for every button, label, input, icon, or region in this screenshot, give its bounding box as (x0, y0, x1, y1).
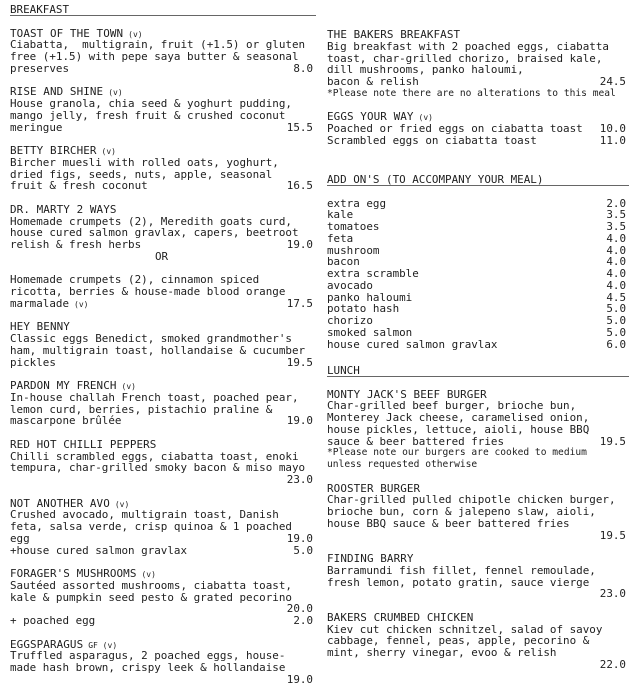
section-header: BREAKFAST (10, 4, 316, 16)
item-name: EGGS YOUR WAY (327, 110, 414, 124)
item-note (327, 447, 626, 459)
item-name: FINDING BARRY (327, 552, 414, 565)
item-price: 11.0 (599, 133, 626, 147)
line-text: Sautéed assorted mushrooms, ciabatta toast, (10, 578, 292, 592)
item-name: MONTY JACK'S BEEF BURGER (327, 387, 487, 401)
line-text: Truffled asparagus, 2 poached eggs, house- (10, 649, 286, 663)
menu-item (327, 198, 626, 351)
item-description-line (10, 415, 313, 427)
line-text: house pickles, lettuce, aioli, house BBQ (327, 422, 590, 436)
item-name: NOT ANOTHER AVO (10, 496, 110, 510)
line-text: *Please note there are no alterations to this meal (327, 87, 616, 99)
menu-item (10, 380, 313, 427)
item-name: BETTY BIRCHER (10, 144, 97, 157)
item-price: 23.0 (286, 473, 313, 486)
line-text: fruit & fresh coconut (10, 179, 148, 193)
item-description-line (327, 245, 626, 257)
line-text: Big breakfast with 2 poached eggs, ciabatta (327, 39, 609, 53)
line-text: kale & pumpkin seed pesto & grated pecorino (10, 590, 292, 604)
item-description-line (327, 588, 626, 600)
item-name: EGGSPARAGUS (10, 637, 84, 651)
item-price: 4.0 (606, 267, 626, 280)
breakfast-section-continued (327, 29, 626, 158)
item-description-line (10, 462, 313, 474)
menu-item (10, 204, 313, 310)
item-description-line (10, 521, 313, 533)
dietary-tag: (v) (128, 29, 143, 39)
item-note (327, 88, 626, 100)
line-text: Barramundi fish fillet, fennel remoulade, (327, 563, 596, 577)
menu-item (327, 553, 626, 600)
line-text: made hash brown, crispy leek & hollandaise (10, 661, 286, 674)
item-name: THE BAKERS BREAKFAST (327, 28, 461, 41)
item-description-line (10, 474, 313, 486)
menu-item (10, 568, 313, 627)
line-text: panko haloumi (327, 290, 413, 304)
item-price: 4.0 (606, 278, 626, 292)
item-description-line (327, 577, 626, 589)
item-name: RISE AND SHINE (10, 85, 104, 99)
item-price: 15.5 (286, 120, 313, 134)
line-text: toast, char-grilled chorizo, braised kale, (327, 51, 603, 65)
item-description-line (327, 518, 626, 530)
line-text: + poached egg (10, 614, 96, 627)
menu-item (10, 28, 313, 75)
item-price: 4.0 (606, 243, 626, 257)
item-description-line (327, 221, 626, 233)
item-price: 8.0 (293, 61, 313, 75)
line-text: dried figs, seeds, nuts, apple, seasonal (10, 167, 273, 181)
menu-item (327, 29, 626, 100)
item-price: 16.5 (286, 179, 313, 193)
line-text: Chilli scrambled eggs, ciabatta toast, enoki (10, 449, 299, 463)
item-name: ROOSTER BURGER (327, 481, 421, 495)
item-price: 5.0 (606, 325, 626, 339)
line-text: free (+1.5) with pepe saya butter & seasonal (10, 50, 299, 63)
item-name: RED HOT CHILLI PEPPERS (10, 437, 157, 451)
line-text: chorizo (327, 314, 373, 327)
line-text: Crushed avocado, multigrain toast, Danish (10, 508, 279, 522)
dietary-tag: (v) (101, 147, 116, 156)
menu-item (10, 639, 313, 686)
dietary-tag: GF (v) (88, 640, 118, 650)
item-description-line (10, 615, 313, 627)
menu-item (10, 145, 313, 192)
line-text: ricotta, berries & house-made blood orange (10, 285, 286, 298)
menu-item (10, 439, 313, 486)
item-description-line (327, 198, 626, 210)
item-description-line (10, 251, 313, 263)
line-text: egg (10, 531, 30, 545)
item-price: 10.0 (599, 122, 626, 135)
line-text: Homemade crumpets (2), cinnamon spiced (10, 273, 260, 287)
item-description-line (10, 592, 313, 604)
item-price: 2.0 (606, 196, 626, 210)
item-name: BAKERS CRUMBED CHICKEN (327, 610, 474, 624)
item-description-line (10, 674, 313, 686)
section-header: ADD ON'S (TO ACCOMPANY YOUR MEAL) (327, 174, 629, 186)
line-text: Ciabatta, multigrain, fruit (+1.5) or gluten (10, 38, 306, 52)
line-text: lemon curd, berries, pistachio praline & (10, 402, 273, 416)
line-text: kale (327, 208, 354, 222)
item-price: 22.0 (599, 657, 626, 671)
breakfast-section (10, 4, 313, 697)
item-name: TOAST OF THE TOWN (10, 26, 124, 40)
line-text: avocado (327, 278, 373, 292)
line-text: dill mushrooms, panko haloumi, (327, 63, 524, 77)
line-text: mascarpone brûlée (10, 414, 122, 428)
add-ons-section (327, 174, 626, 362)
line-text: ham, multigrain toast, hollandaise & cucumber (10, 343, 306, 357)
line-text: mango jelly, fresh fruit & crushed coconut (10, 108, 286, 122)
lunch-section (327, 365, 626, 682)
dietary-tag: (v) (418, 113, 433, 123)
line-text: Homemade crumpets (2), Meredith goats curd, (10, 214, 292, 228)
item-price: 19.0 (286, 672, 313, 686)
line-text: Monterey Jack cheese, caramelised onion, (327, 411, 590, 424)
section-header: LUNCH (327, 365, 629, 377)
line-text: potato hash (327, 302, 400, 316)
item-description-line (10, 357, 313, 369)
item-price: 23.0 (599, 587, 626, 601)
menu-item (10, 321, 313, 368)
item-price: 4.0 (606, 231, 626, 245)
item-description-line (327, 530, 626, 542)
line-text: marmalade (10, 296, 70, 310)
item-price: 5.0 (606, 302, 626, 316)
line-text: meringue (10, 120, 63, 134)
item-price: 5.0 (606, 314, 626, 327)
line-text: house cured salmon gravlax, capers, beetroot (10, 226, 299, 240)
item-price: 19.5 (599, 434, 626, 448)
line-text: mushroom (327, 243, 380, 257)
dietary-tag: (v) (108, 88, 123, 98)
menu-item (327, 612, 626, 671)
line-text: Scrambled eggs on ciabatta toast (327, 133, 537, 147)
item-price: 4.0 (606, 255, 626, 269)
line-text: preserves (10, 61, 70, 75)
item-description-line (10, 180, 313, 192)
item-description-line (10, 63, 313, 75)
dietary-tag: (v) (121, 382, 136, 391)
line-text: smoked salmon (327, 325, 413, 339)
line-text: feta (327, 231, 354, 245)
line-text: extra scramble (327, 267, 419, 280)
line-text: Kiev cut chicken schnitzel, salad of savoy (327, 622, 603, 636)
line-text: Char-grilled beef burger, brioche bun, (327, 399, 577, 413)
line-text: fresh lemon, potato gratin, sauce vierge (327, 575, 590, 589)
line-text: bacon & relish (327, 75, 419, 88)
line-text: feta, salsa verde, crisp quinoa & 1 poached (10, 520, 292, 533)
line-text: bacon (327, 255, 360, 269)
line-text: *Please note our burgers are cooked to medium (327, 447, 587, 459)
item-price: 17.5 (286, 296, 313, 310)
item-price: 19.5 (286, 355, 313, 369)
line-text: Poached or fried eggs on ciabatta toast (327, 122, 583, 135)
line-text: House granola, chia seed & yoghurt pudding, (10, 97, 292, 110)
line-text: relish & fresh herbs (10, 238, 142, 251)
item-description-line (10, 298, 313, 310)
dietary-tag: (v) (114, 499, 130, 509)
item-description-line (10, 122, 313, 134)
line-text: +house cured salmon gravlax (10, 543, 188, 557)
dietary-tag: (v) (74, 299, 89, 309)
item-description-line (327, 647, 626, 659)
item-price: 3.5 (606, 220, 626, 233)
item-name: FORAGER'S MUSHROOMS (10, 567, 137, 580)
line-text: Char-grilled pulled chipotle chicken burger, (327, 493, 616, 507)
item-description-line (10, 662, 313, 674)
item-price: 19.5 (599, 528, 626, 542)
item-price: 20.0 (286, 602, 313, 616)
line-text: Bircher muesli with rolled oats, yoghurt, (10, 155, 279, 169)
line-text: unless requested otherwise (327, 459, 478, 470)
line-text: house cured salmon gravlax (327, 337, 498, 351)
item-price: 6.0 (606, 337, 626, 351)
menu-item (327, 111, 626, 146)
line-text: house BBQ sauce & beer battered fries (327, 516, 570, 530)
item-price: 24.5 (599, 75, 626, 88)
item-price: 19.0 (286, 238, 313, 251)
line-text: tempura, char-grilled smoky bacon & miso mayo (10, 461, 306, 475)
line-text: tomatoes (327, 220, 380, 233)
line-text: Classic eggs Benedict, smoked grandmother's (10, 332, 292, 345)
line-text: In-house challah French toast, poached pear, (10, 390, 299, 404)
line-text: brioche bun, corn & jalepeno slaw, aioli, (327, 505, 596, 518)
menu-item (327, 483, 626, 542)
dietary-tag: (v) (141, 570, 156, 579)
line-text: cabbage, fennel, peas, apple, pecorino & (327, 634, 590, 648)
line-text: pickles (10, 355, 56, 369)
item-price: 2.0 (293, 614, 313, 627)
item-price: 3.5 (606, 208, 626, 222)
menu-item (10, 86, 313, 133)
line-text: mint, sherry vinegar, evoo & relish (327, 646, 557, 659)
item-description-line (327, 76, 626, 88)
item-description-line (327, 436, 626, 448)
item-name: DR. MARTY 2 WAYS (10, 202, 117, 216)
menu-item (327, 389, 626, 471)
item-price: 19.0 (286, 531, 313, 545)
item-name: HEY BENNY (10, 320, 70, 334)
item-price: 5.0 (293, 543, 313, 557)
item-description-line (327, 339, 626, 351)
menu-item (10, 498, 313, 557)
item-name: PARDON MY FRENCH (10, 379, 117, 392)
item-price: 4.5 (606, 290, 626, 304)
item-note (327, 459, 626, 471)
item-description-line (327, 659, 626, 671)
line-text: extra egg (327, 196, 387, 210)
item-price: 19.0 (286, 414, 313, 428)
line-text: sauce & beer battered fries (327, 434, 505, 448)
line-text: OR (154, 249, 169, 263)
item-description-line (10, 545, 313, 557)
item-description-line (327, 135, 626, 147)
